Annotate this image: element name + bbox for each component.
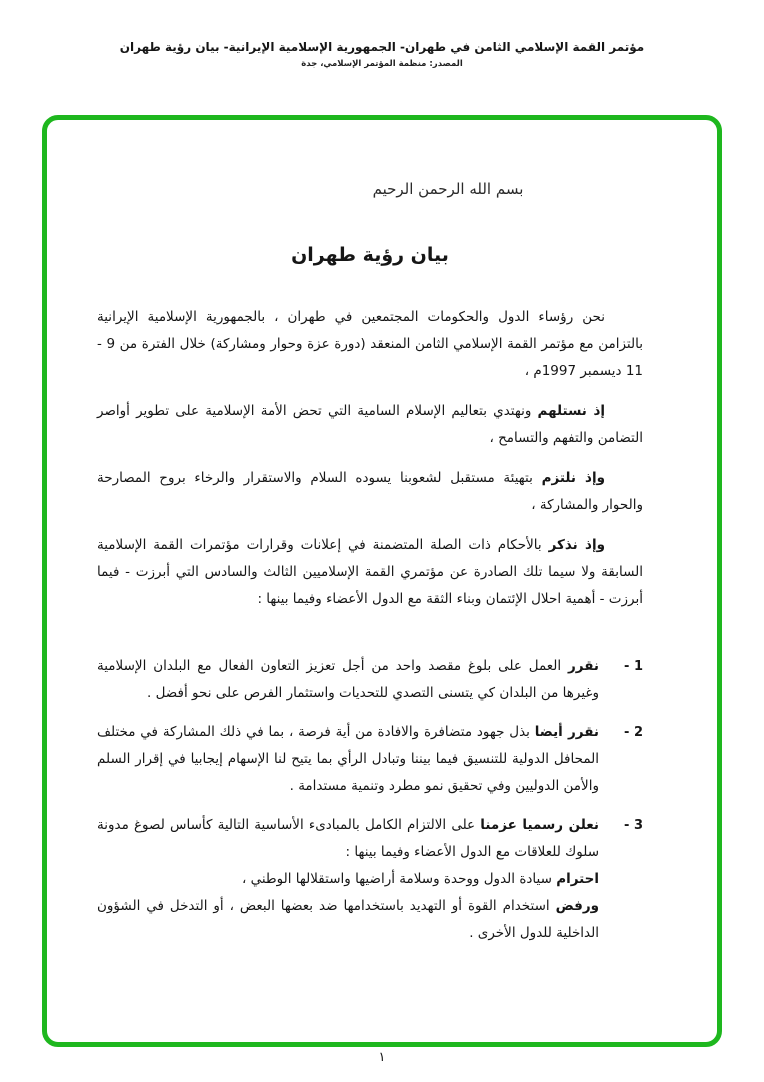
page-number: ١ bbox=[378, 1050, 386, 1065]
item-number: - 1 bbox=[624, 659, 643, 674]
sub-text: استخدام القوة أو التهديد باستخدامها ضد بعضها البعض ، أو التدخل في الشؤون الداخلية للدول الأخرى . bbox=[97, 898, 599, 941]
clause-lead: إذ نستلهم bbox=[537, 403, 605, 419]
numbered-list bbox=[97, 653, 643, 947]
clause-text: ونهتدي بتعاليم الإسلام السامية التي تحض الأمة الإسلامية على تطوير أواصر التضامن والتفهم والتسامح ، bbox=[97, 403, 643, 446]
numbered-item-3 bbox=[97, 812, 643, 947]
green-frame bbox=[42, 115, 722, 1047]
item-number: - 3 bbox=[624, 818, 643, 833]
sub-text: سيادة الدول ووحدة وسلامة أراضيها واستقلالها الوطني ، bbox=[241, 871, 557, 887]
header-source: المصدر: منظمة المؤتمر الإسلامي، جدة bbox=[301, 59, 463, 69]
clause-text: بالأحكام ذات الصلة المتضمنة في إعلانات وقرارات مؤتمرات القمة الإسلامية السابقة ولا سيما تلك الصادرة عن مؤتمري القمة الإسلاميين الثالث والسادس التي أبرزت - فيما أبرزت - أهمية احلال الإئتمان وبناء الثقة مع الدول الأعضاء وفيما بينها : bbox=[97, 537, 643, 607]
numbered-item-1 bbox=[97, 653, 643, 707]
clause-lead: وإذ نذكر bbox=[548, 537, 606, 553]
clause-paragraph-3 bbox=[97, 532, 643, 613]
item-text: بذل جهود متضافرة والافادة من أية فرصة ، بما في ذلك المشاركة في مختلف المحافل الدولية للتنسيق فيما بيننا وتبادل الرأي بما يتيح لنا الإسهام إيجابيا في إقرار السلم والأمن الدوليين وفي تحقيق نمو مطرد وتنمية مستدامة . bbox=[97, 724, 599, 794]
item-body bbox=[97, 719, 599, 800]
item-text: على الالتزام الكامل بالمبادىء الأساسية التالية كأساس لصوغ مدونة سلوك للعلاقات مع الدول الأعضاء وفيما بينها : bbox=[97, 817, 599, 860]
sub-lead: احترام bbox=[556, 871, 599, 887]
item-number: - 2 bbox=[624, 725, 643, 740]
clause-paragraph-1 bbox=[97, 398, 643, 452]
item-paragraph bbox=[97, 653, 599, 707]
sub-lead: ورفض bbox=[555, 898, 599, 914]
item-subparagraph-1 bbox=[97, 866, 599, 893]
item-body bbox=[97, 812, 599, 947]
clause-lead: وإذ نلتزم bbox=[541, 470, 606, 486]
intro-paragraph: نحن رؤساء الدول والحكومات المجتمعين في طهران ، بالجمهورية الإسلامية الإيرانية بالتزامن مع مؤتمر القمة الإسلامي الثامن المنعقد (دورة عزة وحوار ومشاركة) خلال الفترة من 9 - 11 ديسمبر 1997م ، bbox=[97, 309, 643, 379]
item-text: العمل على بلوغ مقصد واحد من أجل تعزيز التعاون الفعال مع البلدان الإسلامية وغيرها من البلدان كي يتسنى التصدي للتحديات واستثمار الفرص على نحو أفضل . bbox=[97, 658, 599, 701]
item-lead: نعلن رسميا عزمنا bbox=[480, 817, 599, 833]
numbered-item-2 bbox=[97, 719, 643, 800]
item-body bbox=[97, 653, 599, 707]
document-header bbox=[0, 40, 764, 69]
document-title: بيان رؤية طهران bbox=[291, 244, 449, 266]
clause-text: بتهيئة مستقبل لشعوبنا يسوده السلام والاستقرار والرخاء بروح المصارحة والحوار والمشاركة ، bbox=[97, 470, 643, 513]
clause-paragraph-2 bbox=[97, 465, 643, 519]
item-subparagraph-2 bbox=[97, 893, 599, 947]
item-paragraph bbox=[97, 719, 599, 800]
item-lead: نقرر أيضا bbox=[534, 724, 599, 740]
header-title: مؤتمر القمة الإسلامي الثامن في طهران- الجمهورية الإسلامية الإيرانية- بيان رؤية طهران bbox=[119, 40, 645, 54]
item-paragraph bbox=[97, 812, 599, 866]
item-lead: نقرر bbox=[568, 658, 599, 674]
bismillah-text: بسم الله الرحمن الرحيم bbox=[372, 180, 524, 198]
